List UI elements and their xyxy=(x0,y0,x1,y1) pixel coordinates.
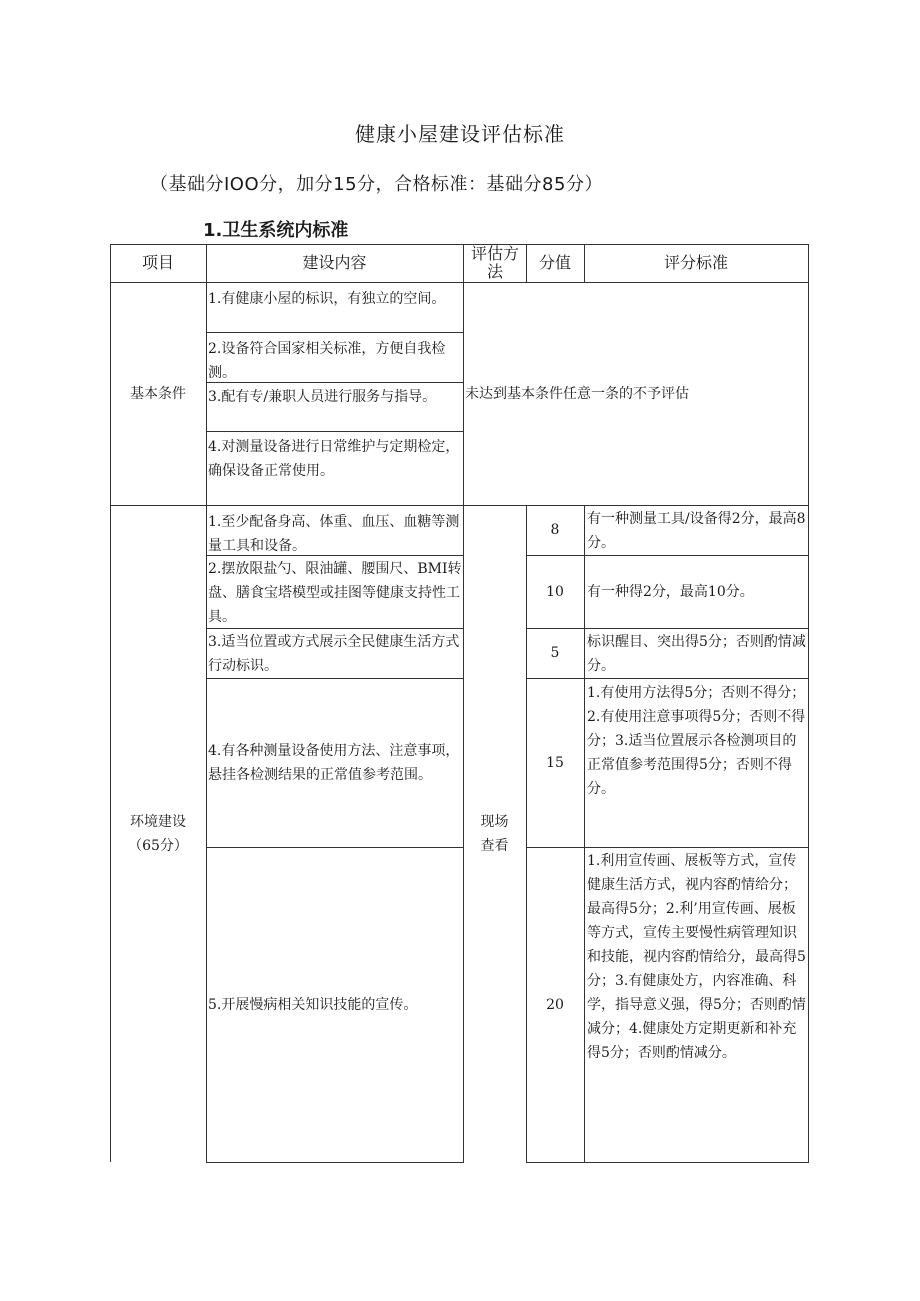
header-criteria: 评分标准 xyxy=(663,253,728,272)
basic-condition-2: 2.设备符合国家相关标准，方便自我检测。 xyxy=(208,341,446,381)
basic-condition-4: 4.对测量设备进行日常维护与定期检定，确保设备正常使用。 xyxy=(208,439,460,479)
environment-score-4: 15 xyxy=(546,754,564,771)
environment-label-points: （65分） xyxy=(128,838,188,854)
environment-score-3: 5 xyxy=(550,645,560,661)
environment-criteria-4: 1.有使用方法得5分；否则不得分；2.有使用注意事项得5分；否则不得分；3.适当位置展示各检测项目的正常值参考范围得5分；否则不得分。 xyxy=(587,685,806,797)
basic-condition-3: 3.配有专/兼职人员进行服务与指导。 xyxy=(208,389,437,405)
environment-label-title: 环境建设 xyxy=(130,814,186,830)
environment-score-1: 8 xyxy=(550,522,560,538)
environment-criteria-1: 有一种测量工具/设备得2分，最高8分。 xyxy=(587,511,806,551)
section-title: 1.卫生系统内标准 xyxy=(203,220,349,241)
basic-condition-1: 1.有健康小屋的标识，有独立的空间。 xyxy=(208,291,446,307)
environment-content-1: 1.至少配备身高、体重、血压、血糖等测量工具和设备。 xyxy=(208,514,460,554)
environment-score-5: 20 xyxy=(546,996,564,1013)
environment-content-5: 5.开展慢病相关知识技能的宣传。 xyxy=(208,996,418,1013)
environment-content-3: 3.适当位置或方式展示全民健康生活方式行动标识。 xyxy=(208,634,460,674)
environment-method: 现场查看 xyxy=(480,814,509,854)
basic-conditions-label: 基本条件 xyxy=(130,385,186,402)
environment-criteria-5: 1.利用宣传画、展板等方式，宣传健康生活方式，视内容酌情给分；最高得5分；2.利’用宣传画、展板等方式，宣传主要慢性病管理知识和技能，视内容酌情给分，最高得5分；3.有健康处方，内容准确、科学，指导意义强，得5分；否则酌情减分；4.健康处方定期更新和补充得5分；否则酌情减分。 xyxy=(587,853,806,1061)
basic-conditions-criteria: 未达到基本条件任意一条的不予评估 xyxy=(465,385,689,402)
environment-content-4: 4.有各种测量设备使用方法、注意事项，悬挂各检测结果的正常值参考范围。 xyxy=(208,742,460,783)
page-title: 健康小屋建设评估标准 xyxy=(355,122,565,146)
environment-criteria-2: 有一种得2分，最高10分。 xyxy=(587,583,754,600)
environment-label xyxy=(110,505,206,1163)
header-item: 项目 xyxy=(141,253,174,272)
environment-score-2: 10 xyxy=(546,583,564,600)
environment-content-2: 2.摆放限盐勺、限油罐、腰围尺、BMI转盘、膳食宝塔模型或挂图等健康支持性工具。 xyxy=(208,561,462,625)
header-method: 评估方法 xyxy=(470,244,519,281)
environment-criteria-3: 标识醒目、突出得5分；否则酌情减分。 xyxy=(587,634,806,674)
header-content: 建设内容 xyxy=(302,253,367,272)
header-score: 分值 xyxy=(538,253,571,272)
scoring-subtitle: （基础分IOO分，加分15分，合格标准：基础分85分） xyxy=(150,174,603,195)
